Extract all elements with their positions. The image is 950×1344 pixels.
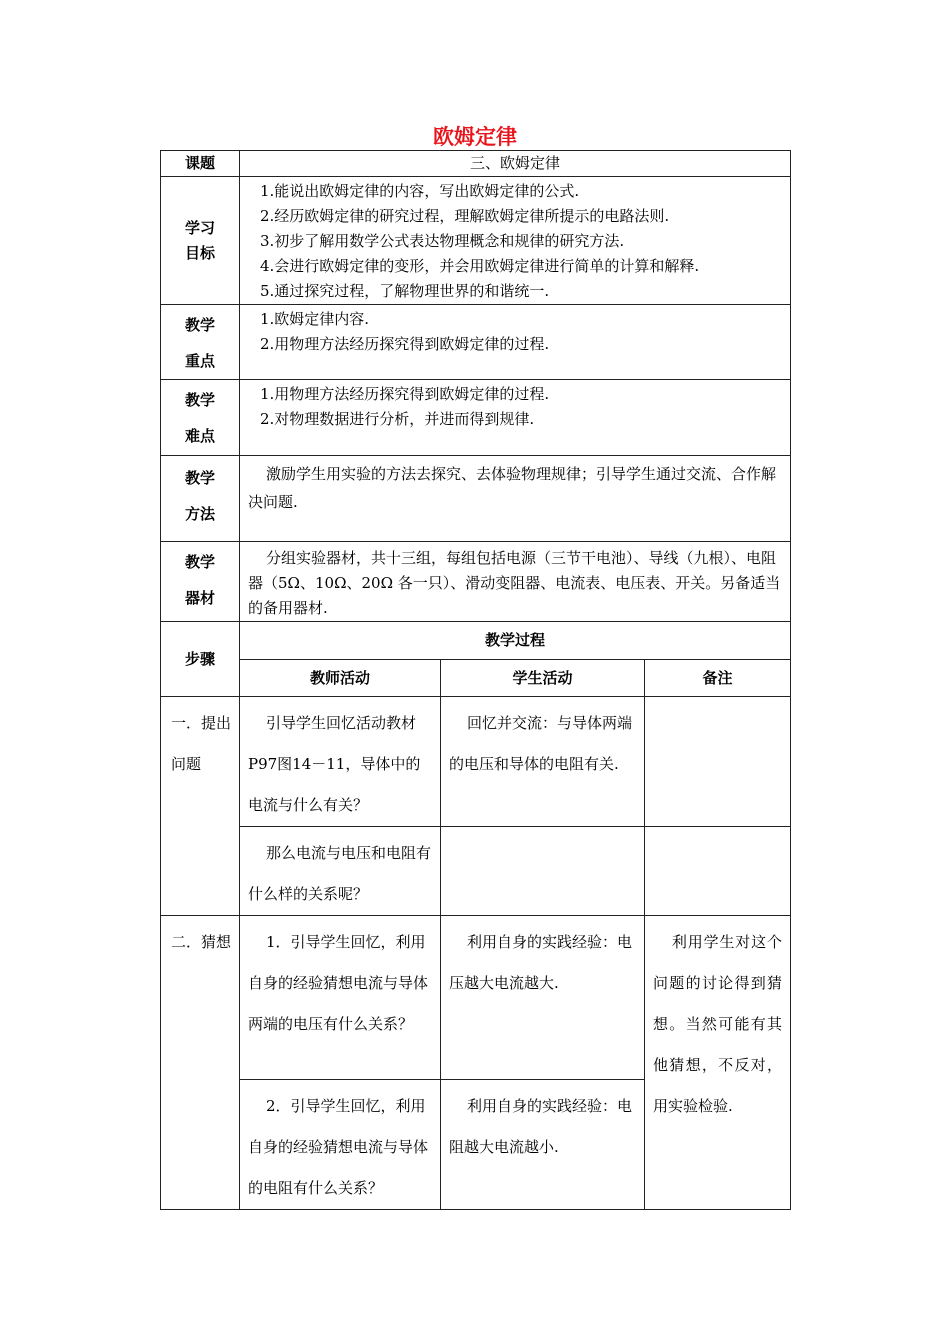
difficulties-row bbox=[161, 380, 791, 456]
lesson-plan-table bbox=[160, 150, 791, 1210]
topic-value: 三、欧姆定律 bbox=[240, 151, 791, 177]
goals-label: 学习 目标 bbox=[161, 177, 240, 305]
table-row bbox=[161, 697, 791, 827]
col-note: 备注 bbox=[645, 660, 791, 697]
list-item: 1.能说出欧姆定律的内容，写出欧姆定律的公式. bbox=[260, 182, 580, 200]
step-2-student-2: 利用自身的实践经验：电阻越大电流越小. bbox=[441, 1080, 645, 1210]
list-item: 2.用物理方法经历探究得到欧姆定律的过程. bbox=[260, 335, 550, 353]
step-2-student-1: 利用自身的实践经验：电压越大电流越大. bbox=[441, 916, 645, 1080]
steps-label: 步骤 bbox=[161, 622, 240, 697]
step-1-note-2 bbox=[645, 827, 791, 916]
table-row bbox=[161, 827, 791, 916]
goals-list bbox=[240, 177, 791, 305]
step-2-note: 利用学生对这个问题的讨论得到猜想。当然可能有其他猜想，不反对，用实验检验. bbox=[645, 916, 791, 1210]
list-item: 5.通过探究过程，了解物理世界的和谐统一. bbox=[260, 282, 550, 300]
step-1-teacher-2: 那么电流与电压和电阻有什么样的关系呢？ bbox=[240, 827, 441, 916]
document-title: 欧姆定律 bbox=[433, 125, 517, 149]
methods-text: 激励学生用实验的方法去探究、去体验物理规律；引导学生通过交流、合作解决问题. bbox=[240, 456, 791, 542]
equipment-text: 分组实验器材，共十三组，每组包括电源（三节干电池）、导线（九根）、电阻器（5Ω、10Ω、20Ω 各一只）、滑动变阻器、电流表、电压表、开关。另备适当的备用器材. bbox=[240, 542, 791, 622]
column-header-row bbox=[161, 660, 791, 697]
equipment-label: 教学 器材 bbox=[161, 542, 240, 622]
list-item: 1.欧姆定律内容. bbox=[260, 310, 370, 328]
topic-label: 课题 bbox=[161, 151, 240, 177]
process-header: 教学过程 bbox=[240, 622, 791, 660]
key-points-list bbox=[240, 305, 791, 380]
topic-row bbox=[161, 151, 791, 177]
step-1-student-1: 回忆并交流：与导体两端的电压和导体的电阻有关. bbox=[441, 697, 645, 827]
list-item: 3.初步了解用数学公式表达物理概念和规律的研究方法. bbox=[260, 232, 625, 250]
list-item: 2.对物理数据进行分析，并进而得到规律. bbox=[260, 410, 535, 428]
difficulties-label: 教学 难点 bbox=[161, 380, 240, 456]
step-2-label: 二．猜想 bbox=[161, 916, 240, 1210]
col-teacher: 教师活动 bbox=[240, 660, 441, 697]
equipment-row bbox=[161, 542, 791, 622]
difficulties-list bbox=[240, 380, 791, 456]
step-2-teacher-1: 1．引导学生回忆，利用自身的经验猜想电流与导体两端的电压有什么关系？ bbox=[240, 916, 441, 1080]
key-points-row bbox=[161, 305, 791, 380]
step-1-student-2 bbox=[441, 827, 645, 916]
table-row bbox=[161, 916, 791, 1080]
list-item: 2.经历欧姆定律的研究过程，理解欧姆定律所提示的电路法则. bbox=[260, 207, 670, 225]
methods-label: 教学 方法 bbox=[161, 456, 240, 542]
step-1-note-1 bbox=[645, 697, 791, 827]
key-points-label: 教学 重点 bbox=[161, 305, 240, 380]
process-header-row bbox=[161, 622, 791, 660]
step-1-teacher-1: 引导学生回忆活动教材P97图14－11，导体中的电流与什么有关？ bbox=[240, 697, 441, 827]
list-item: 1.用物理方法经历探究得到欧姆定律的过程. bbox=[260, 385, 550, 403]
methods-row bbox=[161, 456, 791, 542]
goals-row bbox=[161, 177, 791, 305]
step-2-teacher-2: 2．引导学生回忆，利用自身的经验猜想电流与导体的电阻有什么关系？ bbox=[240, 1080, 441, 1210]
col-student: 学生活动 bbox=[441, 660, 645, 697]
list-item: 4.会进行欧姆定律的变形，并会用欧姆定律进行简单的计算和解释. bbox=[260, 257, 700, 275]
step-1-label: 一．提出问题 bbox=[161, 697, 240, 916]
